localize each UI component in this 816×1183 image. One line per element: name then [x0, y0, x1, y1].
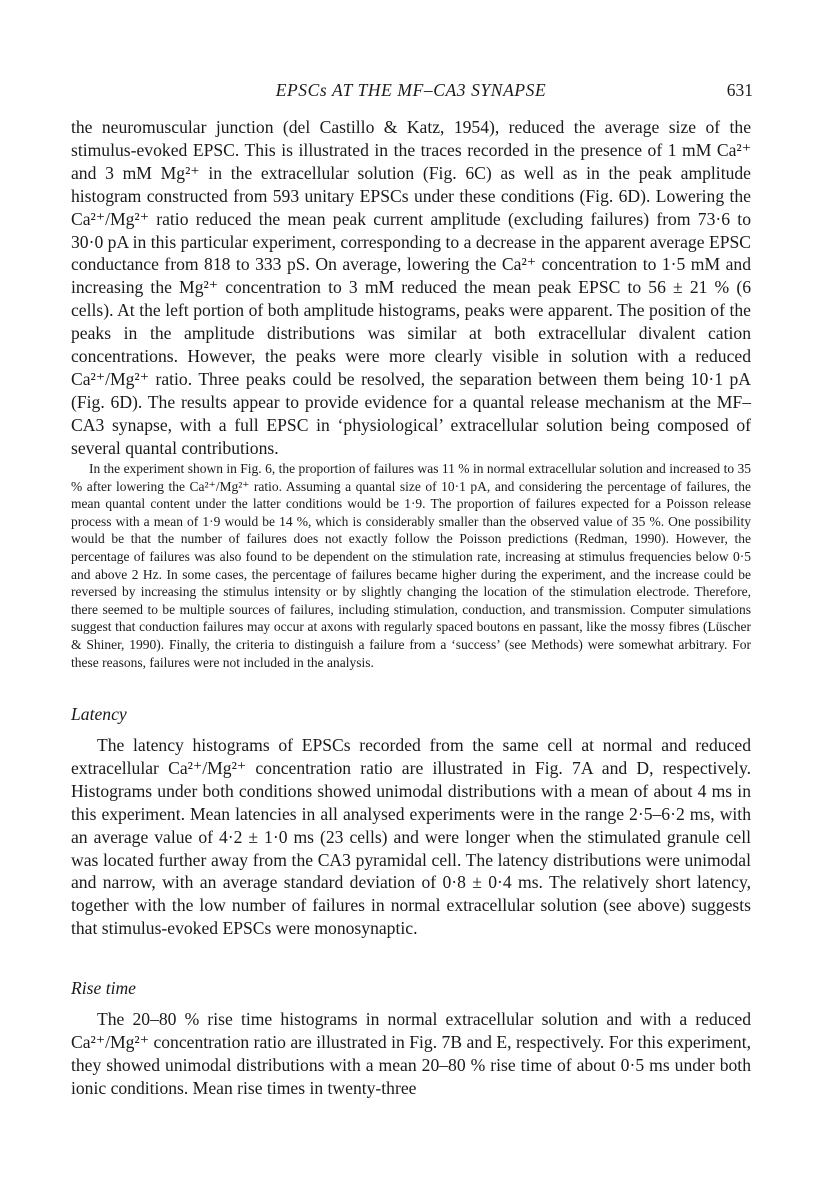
- section-heading-latency: Latency: [71, 704, 127, 724]
- paragraph-quantal-release: the neuromuscular junction (del Castillo & Katz, 1954), reduced the average size of the stimulus-evoked EPSC. This is illustrated in the traces recorded in the presence of 1 mM Ca²⁺ and 3 mM Mg²⁺ in the extracellular solution (Fig. 6C) as well as in the peak amplitude histogram constructed from 593 unitary EPSCs under these conditions (Fig. 6D). Lowering the Ca²⁺/Mg²⁺ ratio reduced the mean peak current amplitude (excluding failures) from 73·6 to 30·0 pA in this particular experiment, corresponding to a decrease in the apparent average EPSC conductance from 818 to 333 pS. On average, lowering the Ca²⁺ concentration to 1·5 mM and increasing the Mg²⁺ concentration to 3 mM reduced the mean peak EPSC to 56 ± 21 % (6 cells). At the left portion of both amplitude histograms, peaks were apparent. The position of the peaks in the amplitude distributions was similar at both extracellular divalent cation concentrations. However, the peaks were more clearly visible in solution with a reduced Ca²⁺/Mg²⁺ ratio. Three peaks could be resolved, the separation between them being 10·1 pA (Fig. 6D). The results appear to provide evidence for a quantal release mechanism at the MF–CA3 synapse, with a full EPSC in ‘physiological’ extracellular solution being composed of several quantal contributions.: [71, 117, 751, 458]
- section-heading-rise-time: Rise time: [71, 978, 136, 998]
- running-title: EPSCs AT THE MF–CA3 SYNAPSE: [275, 80, 547, 100]
- paragraph-latency: The latency histograms of EPSCs recorded from the same cell at normal and reduced extracellular Ca²⁺/Mg²⁺ concentration ratio are illustrated in Fig. 7A and D, respectively. Histograms under both conditions showed unimodal distributions with a mean of about 4 ms in this experiment. Mean latencies in all analysed experiments were in the range 2·5–6·2 ms, with an average value of 4·2 ± 1·0 ms (23 cells) and were longer when the stimulated granule cell was located further away from the CA3 pyramidal cell. The latency distributions were unimodal and narrow, with an average standard deviation of 0·8 ± 0·4 ms. The relatively short latency, together with the low number of failures in normal extracellular solution (see above) suggests that stimulus-evoked EPSCs were monosynaptic.: [71, 735, 751, 939]
- note-paragraph-failures: In the experiment shown in Fig. 6, the proportion of failures was 11 % in normal extracellular solution and increased to 35 % after lowering the Ca²⁺/Mg²⁺ ratio. Assuming a quantal size of 10·1 pA, and considering the percentage of failures, the mean quantal content under the latter conditions would be 1·9. The proportion of failures expected for a Poisson release process with a mean of 1·9 would be 14 %, which is considerably smaller than the observed value of 35 %. One possibility would be that the number of failures does not exactly follow the Poisson predictions (Redman, 1990). However, the percentage of failures was also found to be dependent on the stimulation rate, increasing at stimulus frequencies below 0·5 and above 2 Hz. In some cases, the percentage of failures became higher during the experiment, and the increase could be reversed by increasing the stimulus intensity or by slightly changing the location of the stimulation electrode. Therefore, there seemed to be multiple sources of failures, including stimulation, conduction, and transmission. Computer simulations suggest that conduction failures may occur at axons with regularly spaced boutons en passant, like the mossy fibres (Lüscher & Shiner, 1990). Finally, the criteria to distinguish a failure from a ‘success’ (see Methods) were somewhat arbitrary. For these reasons, failures were not included in the analysis.: [71, 461, 751, 670]
- page-number: 631: [726, 80, 753, 100]
- running-head: [71, 80, 751, 104]
- paragraph-rise-time: The 20–80 % rise time histograms in normal extracellular solution and with a reduced Ca²⁺/Mg²⁺ concentration ratio are illustrated in Fig. 7B and E, respectively. For this experiment, they showed unimodal distributions with a mean 20–80 % rise time of about 0·5 ms under both ionic conditions. Mean rise times in twenty-three: [71, 1009, 751, 1098]
